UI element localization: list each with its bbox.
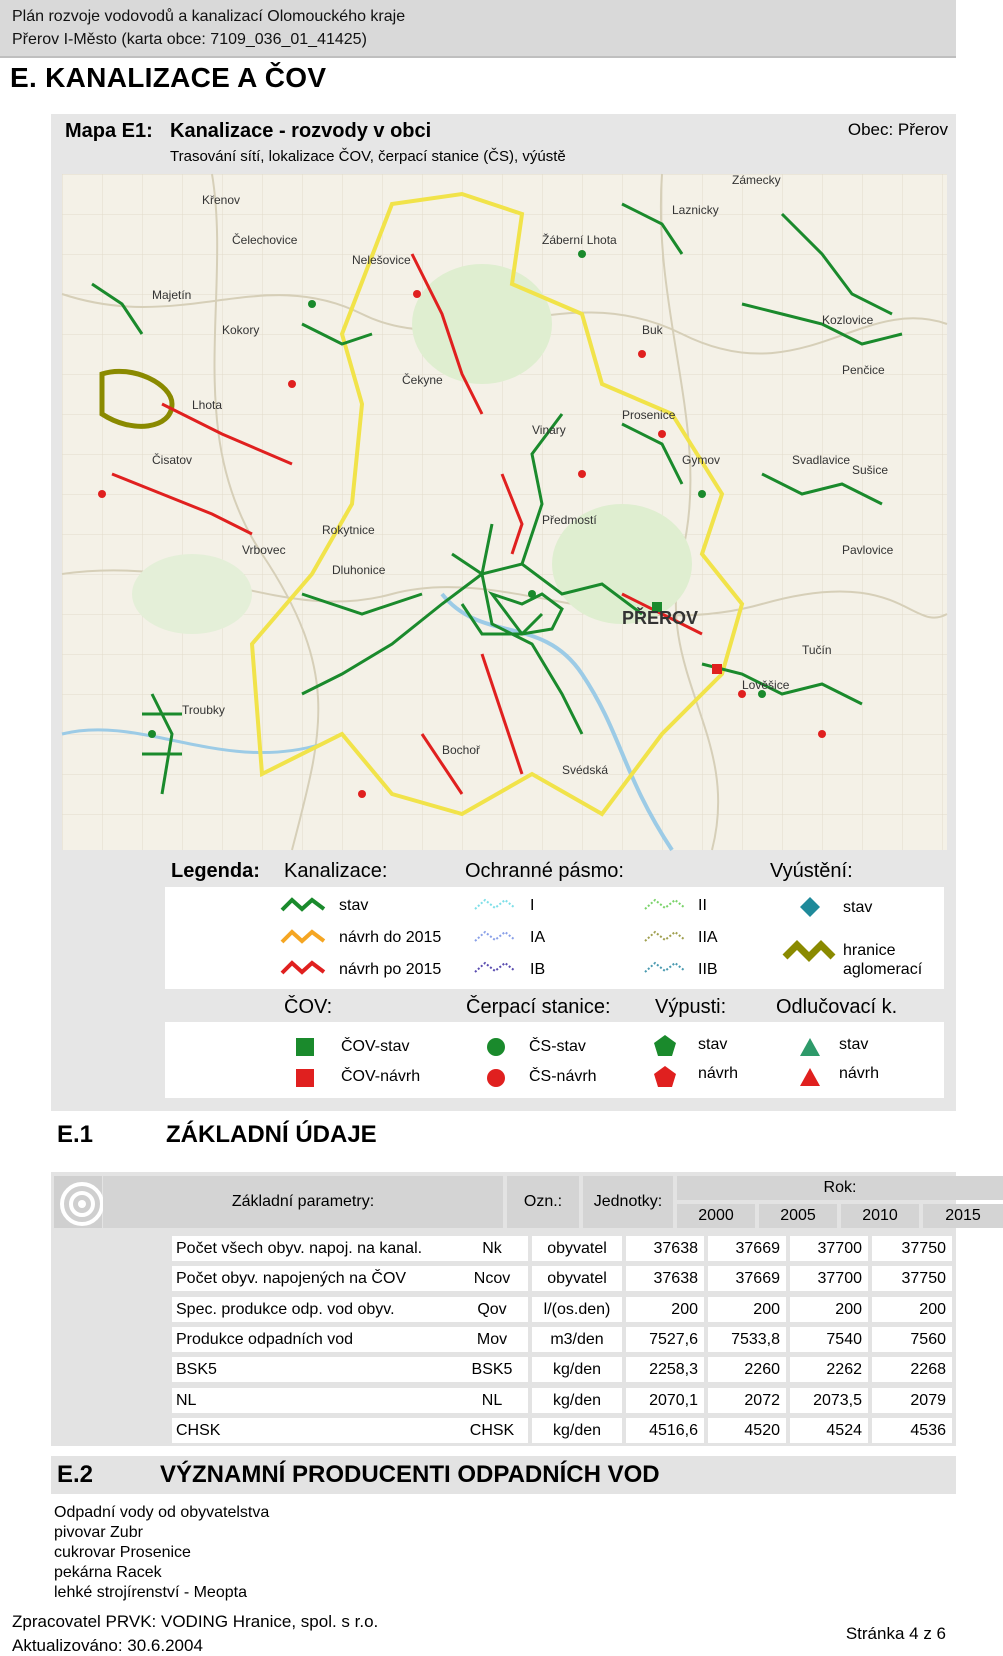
place-name: Svédská [562,763,609,777]
row-jednotky: kg/den [532,1418,622,1443]
th-ozn: Ozn.: [507,1176,579,1228]
row-value-2000: 2070,1 [626,1388,704,1413]
legend-cs-stav: ČS-stav [529,1038,586,1055]
row-value-2010: 2073,5 [790,1388,868,1413]
place-name: Nelešovice [352,253,411,267]
th-year: 2015 [923,1204,1003,1228]
place-name: Bochoř [442,743,481,757]
row-parameter: Produkce odpadních vod [172,1327,456,1352]
page-number: Stránka 4 z 6 [845,1624,946,1643]
legend-pasmo-ib: IB [530,961,546,978]
map-label: Mapa E1: [65,120,153,142]
row-value-2015: 200 [872,1297,952,1322]
legend-pasmo-ii: II [698,897,707,914]
row-value-2010: 200 [790,1297,868,1322]
row-value-2005: 2260 [708,1357,786,1382]
row-parameter: BSK5 [172,1357,456,1382]
legend-vypust-stav: stav [698,1036,728,1053]
legend-odluc-stav: stav [839,1036,869,1053]
place-name: Gymov [682,453,721,467]
place-name: Vinary [532,423,566,437]
place-name: Vrbovec [242,543,286,557]
header-line-1: Plán rozvoje vodovodů a kanalizací Olomouckého kraje [12,8,406,25]
row-ozn: CHSK [456,1418,528,1443]
producer-item: cukrovar Prosenice [54,1544,191,1561]
row-jednotky: kg/den [532,1388,622,1413]
row-value-2005: 4520 [708,1418,786,1443]
place-name: Kokory [222,323,260,337]
place-name: Křenov [202,193,241,207]
row-value-2015: 2079 [872,1388,952,1413]
kanalizace-line-icons [280,895,326,987]
cs-stav-icon [487,1038,505,1056]
place-name: Prosenice [622,408,676,422]
row-parameter: Počet všech obyv. napoj. na kanal. [172,1236,456,1261]
th-year: 2000 [677,1204,755,1228]
row-value-2005: 37669 [708,1236,786,1261]
th-year: 2010 [841,1204,919,1228]
place-name: Troubky [182,703,225,717]
row-ozn: Mov [456,1327,528,1352]
target-icon [54,1176,102,1228]
row-value-2005: 2072 [708,1388,786,1413]
place-name: Lhota [192,398,223,412]
row-value-2000: 7527,6 [626,1327,704,1352]
ochranne-pasmo-icons-2 [643,895,687,987]
place-name: Sušice [852,463,889,477]
e1-title: ZÁKLADNÍ ÚDAJE [166,1121,377,1148]
place-name: Buk [642,323,663,337]
place-name: Rokytnice [322,523,375,537]
place-name: Dluhonice [332,563,386,577]
place-name: Čekyne [402,373,443,387]
row-value-2000: 4516,6 [626,1418,704,1443]
row-value-2015: 37750 [872,1266,952,1291]
row-value-2005: 37669 [708,1266,786,1291]
producer-item: pekárna Racek [54,1564,162,1581]
row-jednotky: l/(os.den) [532,1297,622,1322]
row-value-2010: 37700 [790,1236,868,1261]
legend-cov-heading: ČOV: [284,996,333,1018]
row-jednotky: obyvatel [532,1266,622,1291]
producer-item: lehké strojírenství - Meopta [54,1584,247,1601]
cov-icons [295,1037,317,1093]
place-name: Svadlavice [792,453,851,467]
legend-kan-navrh-po-2015: návrh po 2015 [339,961,442,978]
obec-label: Obec: Přerov [847,120,948,139]
legend-vyusteni-stav: stav [843,899,873,916]
legend-cov-navrh: ČOV-návrh [341,1068,421,1085]
row-parameter: Spec. produkce odp. vod obyv. [172,1297,456,1322]
aglomerace-icon [785,945,833,957]
legend-cs-navrh: ČS-návrh [529,1068,597,1085]
sewer-network-map [62,174,947,850]
th-parametry: Základní parametry: [103,1176,503,1228]
row-jednotky: obyvatel [532,1236,622,1261]
th-year: 2005 [759,1204,837,1228]
th-rok: Rok: [677,1176,1003,1200]
legend-aglomerace: hranice aglomerací [843,942,923,978]
place-name: Lověšice [742,678,790,692]
vyusteni-stav-icon [800,897,820,917]
row-value-2015: 37750 [872,1236,952,1261]
cov-navrh-icon [296,1069,314,1087]
vypusti-icons [652,1034,678,1094]
stav-line-icon [282,900,324,910]
odluc-icons [798,1036,822,1092]
row-parameter: Počet obyv. napojených na ČOV [172,1266,456,1291]
row-value-2015: 4536 [872,1418,952,1443]
pasmo-ii-icon [645,900,685,909]
legend-vypust-navrh: návrh [698,1065,739,1082]
row-value-2000: 37638 [626,1266,704,1291]
legend-lines-box [165,887,944,989]
row-value-2010: 7540 [790,1327,868,1352]
legend-vyusteni-heading: Vyústění: [770,860,853,882]
place-name: Penčice [842,363,885,377]
place-name: Pavlovice [842,543,894,557]
legend-cerp-heading: Čerpací stanice: [466,996,611,1018]
place-name: Majetín [152,288,192,302]
row-jednotky: kg/den [532,1357,622,1382]
place-name: Kozlovice [822,313,874,327]
navrh-po-2015-line-icon [282,963,324,973]
legend-title: Legenda: [171,860,260,882]
place-name: PŘEROV [622,608,699,628]
legend-kan-stav: stav [339,897,369,914]
map-title: Kanalizace - rozvody v obci [170,120,432,142]
place-name: Čelechovice [232,233,298,247]
cov-stav-icon [296,1038,314,1056]
e2-number: E.2 [57,1461,94,1488]
place-name: Předmostí [542,513,597,527]
legend-odluc-navrh: návrh [839,1065,880,1082]
legend-kanalizace-heading: Kanalizace: [284,860,388,882]
legend-pasmo-iia: IIA [698,929,718,946]
legend-points-box [165,1022,944,1098]
cs-icons [486,1037,508,1093]
legend-pasmo-iib: IIB [698,961,718,978]
place-name: Zámecky [732,173,781,187]
row-value-2010: 2262 [790,1357,868,1382]
ochranne-pasmo-icons-1 [473,895,517,987]
legend-odluc-heading: Odlučovací k. [776,996,898,1018]
row-ozn: BSK5 [456,1357,528,1382]
row-value-2000: 2258,3 [626,1357,704,1382]
row-value-2015: 2268 [872,1357,952,1382]
row-parameter: NL [172,1388,456,1413]
target-icon-graphic [54,1176,102,1228]
footer-aktualizace: Aktualizováno: 30.6.2004 [12,1636,203,1655]
row-ozn: NL [456,1388,528,1413]
vypust-stav-icon [654,1035,676,1056]
legend-ochranne-heading: Ochranné pásmo: [465,860,624,882]
legend-vypusti-heading: Výpusti: [655,996,727,1018]
row-ozn: Qov [456,1297,528,1322]
row-value-2005: 200 [708,1297,786,1322]
legend-kan-navrh-2015: návrh do 2015 [339,929,442,946]
row-ozn: Ncov [456,1266,528,1291]
place-name: Laznicky [672,203,719,217]
pasmo-i-icon [475,900,515,909]
row-value-2010: 4524 [790,1418,868,1443]
navrh-do-2015-line-icon [282,932,324,942]
row-value-2005: 7533,8 [708,1327,786,1352]
cs-navrh-icon [487,1069,505,1087]
odluc-stav-icon [800,1038,820,1056]
row-value-2000: 37638 [626,1236,704,1261]
pasmo-ib-icon [475,963,515,972]
th-jednotky: Jednotky: [583,1176,673,1228]
place-name: Čisatov [152,453,193,467]
pasmo-iia-icon [645,932,685,941]
section-title: E. KANALIZACE A ČOV [10,62,327,93]
row-value-2010: 37700 [790,1266,868,1291]
row-ozn: Nk [456,1236,528,1261]
row-value-2015: 7560 [872,1327,952,1352]
footer-zpracovatel: Zpracovatel PRVK: VODING Hranice, spol. s r.o. [12,1612,379,1631]
row-parameter: CHSK [172,1418,456,1443]
pasmo-ia-icon [475,932,515,941]
legend-pasmo-ia: IA [530,929,546,946]
vyusteni-icons [783,893,837,985]
row-jednotky: m3/den [532,1327,622,1352]
place-name: Tučín [802,643,832,657]
header-line-2: Přerov I-Město (karta obce: 7109_036_01_41425) [12,31,367,48]
map-subtitle: Trasování sítí, lokalizace ČOV, čerpací stanice (ČS), výústě [170,148,566,165]
place-name: Žáberní Lhota [542,233,617,247]
row-value-2000: 200 [626,1297,704,1322]
producer-item: Odpadní vody od obyvatelstva [54,1504,270,1521]
producer-item: pivovar Zubr [54,1524,143,1541]
pasmo-iib-icon [645,963,685,972]
legend-pasmo-i: I [530,897,535,914]
legend-cov-stav: ČOV-stav [341,1038,410,1055]
odluc-navrh-icon [800,1068,820,1086]
map-graphic [62,174,947,850]
e2-title: VÝZNAMNÍ PRODUCENTI ODPADNÍCH VOD [160,1461,660,1488]
vypust-navrh-icon [654,1066,676,1087]
e1-number: E.1 [57,1121,94,1148]
document-header [0,0,956,58]
